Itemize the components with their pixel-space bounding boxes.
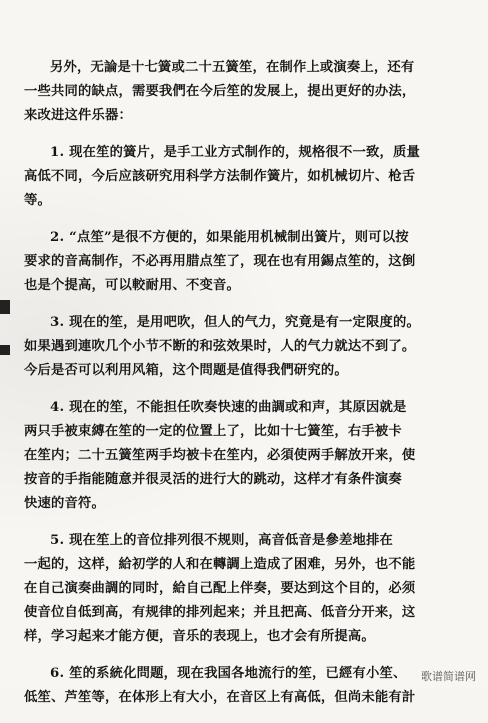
text-line: 按音的手指能随意并很灵活的进行大的跳动，这样才有条件演奏 xyxy=(24,472,402,487)
text-line: 一起的，这样，給初学的人和在轉調上造成了困难，另外，也不能 xyxy=(24,557,416,572)
paragraph-item-1 xyxy=(24,141,460,213)
paragraph-item-3 xyxy=(24,311,460,383)
text-line: 在自己演奏曲調的同时，給自己配上伴奏，要达到这个目的，必须 xyxy=(24,581,416,596)
text-line: 低笙、芦笙等，在体形上有大小，在音区上有高低，但尚未能有計 xyxy=(24,690,416,705)
text-line: 3. 现在的笙，是用吧吹，但人的气力，究竟是有一定限度的。 xyxy=(50,315,421,330)
text-line: 2. “点笙”是很不方便的，如果能用机械制出簧片，则可以按 xyxy=(50,230,409,245)
text-line: 一些共同的缺点，需要我們在今后笙的发展上，提出更好的办法， xyxy=(24,84,416,99)
text-line: 5. 现在笙上的音位排列很不规则，高音低音是參差地排在 xyxy=(50,533,394,548)
scan-edge-mark xyxy=(0,300,10,314)
text-line: 今后是否可以利用风箱，这个問题是值得我們研究的。 xyxy=(24,363,348,378)
text-line: 要求的音高制作，不必再用腊点笙了，现在也有用錫点笙的，这倒 xyxy=(24,254,416,269)
text-line: 两只手被束縛在笙的一定的位置上了，比如十七簧笙，右手被卡 xyxy=(24,424,402,439)
paragraph-intro xyxy=(24,56,460,128)
text-line: 样，学习起来才能方便，音乐的表现上，也才会有所提高。 xyxy=(24,629,375,644)
text-line: 1. 现在笙的簧片，是手工业方式制作的，规格很不一致，质量 xyxy=(50,145,421,160)
text-line: 来改进这件乐器： xyxy=(24,108,132,123)
document-body xyxy=(24,56,460,723)
text-line: 6. 笙的系統化問题，现在我国各地流行的笙，已經有小笙、 xyxy=(50,666,407,681)
text-line: 如果遇到連吹几个小节不断的和弦效果时，人的气力就达不到了。 xyxy=(24,339,416,354)
paragraph-item-5 xyxy=(24,529,460,649)
text-line: 高低不同，今后应該研究用科学方法制作簧片，如机械切片、枪舌 xyxy=(24,169,416,184)
text-line: 4. 现在的笙，不能担任吹奏快速的曲調或和声，其原因就是 xyxy=(50,400,407,415)
text-line: 使音位自低到高，有规律的排列起来；并且把高、低音分开来，这 xyxy=(24,605,416,620)
paragraph-item-6 xyxy=(24,662,460,710)
paragraph-item-2 xyxy=(24,226,460,298)
text-line: 快速的音符。 xyxy=(24,496,105,511)
watermark-text: 歌谱简谱网 xyxy=(421,670,476,683)
text-line: 也是个提高，可以較耐用、不变音。 xyxy=(24,278,240,293)
scan-edge-mark xyxy=(0,345,10,355)
text-line: 另外，无論是十七簧或二十五簧笙，在制作上或演奏上，还有 xyxy=(50,60,415,75)
text-line: 在笙内；二十五簧笙两手均被卡在笙内，必須使两手解放开来，使 xyxy=(24,448,416,463)
text-line: 等。 xyxy=(24,193,51,208)
paragraph-item-4 xyxy=(24,396,460,516)
